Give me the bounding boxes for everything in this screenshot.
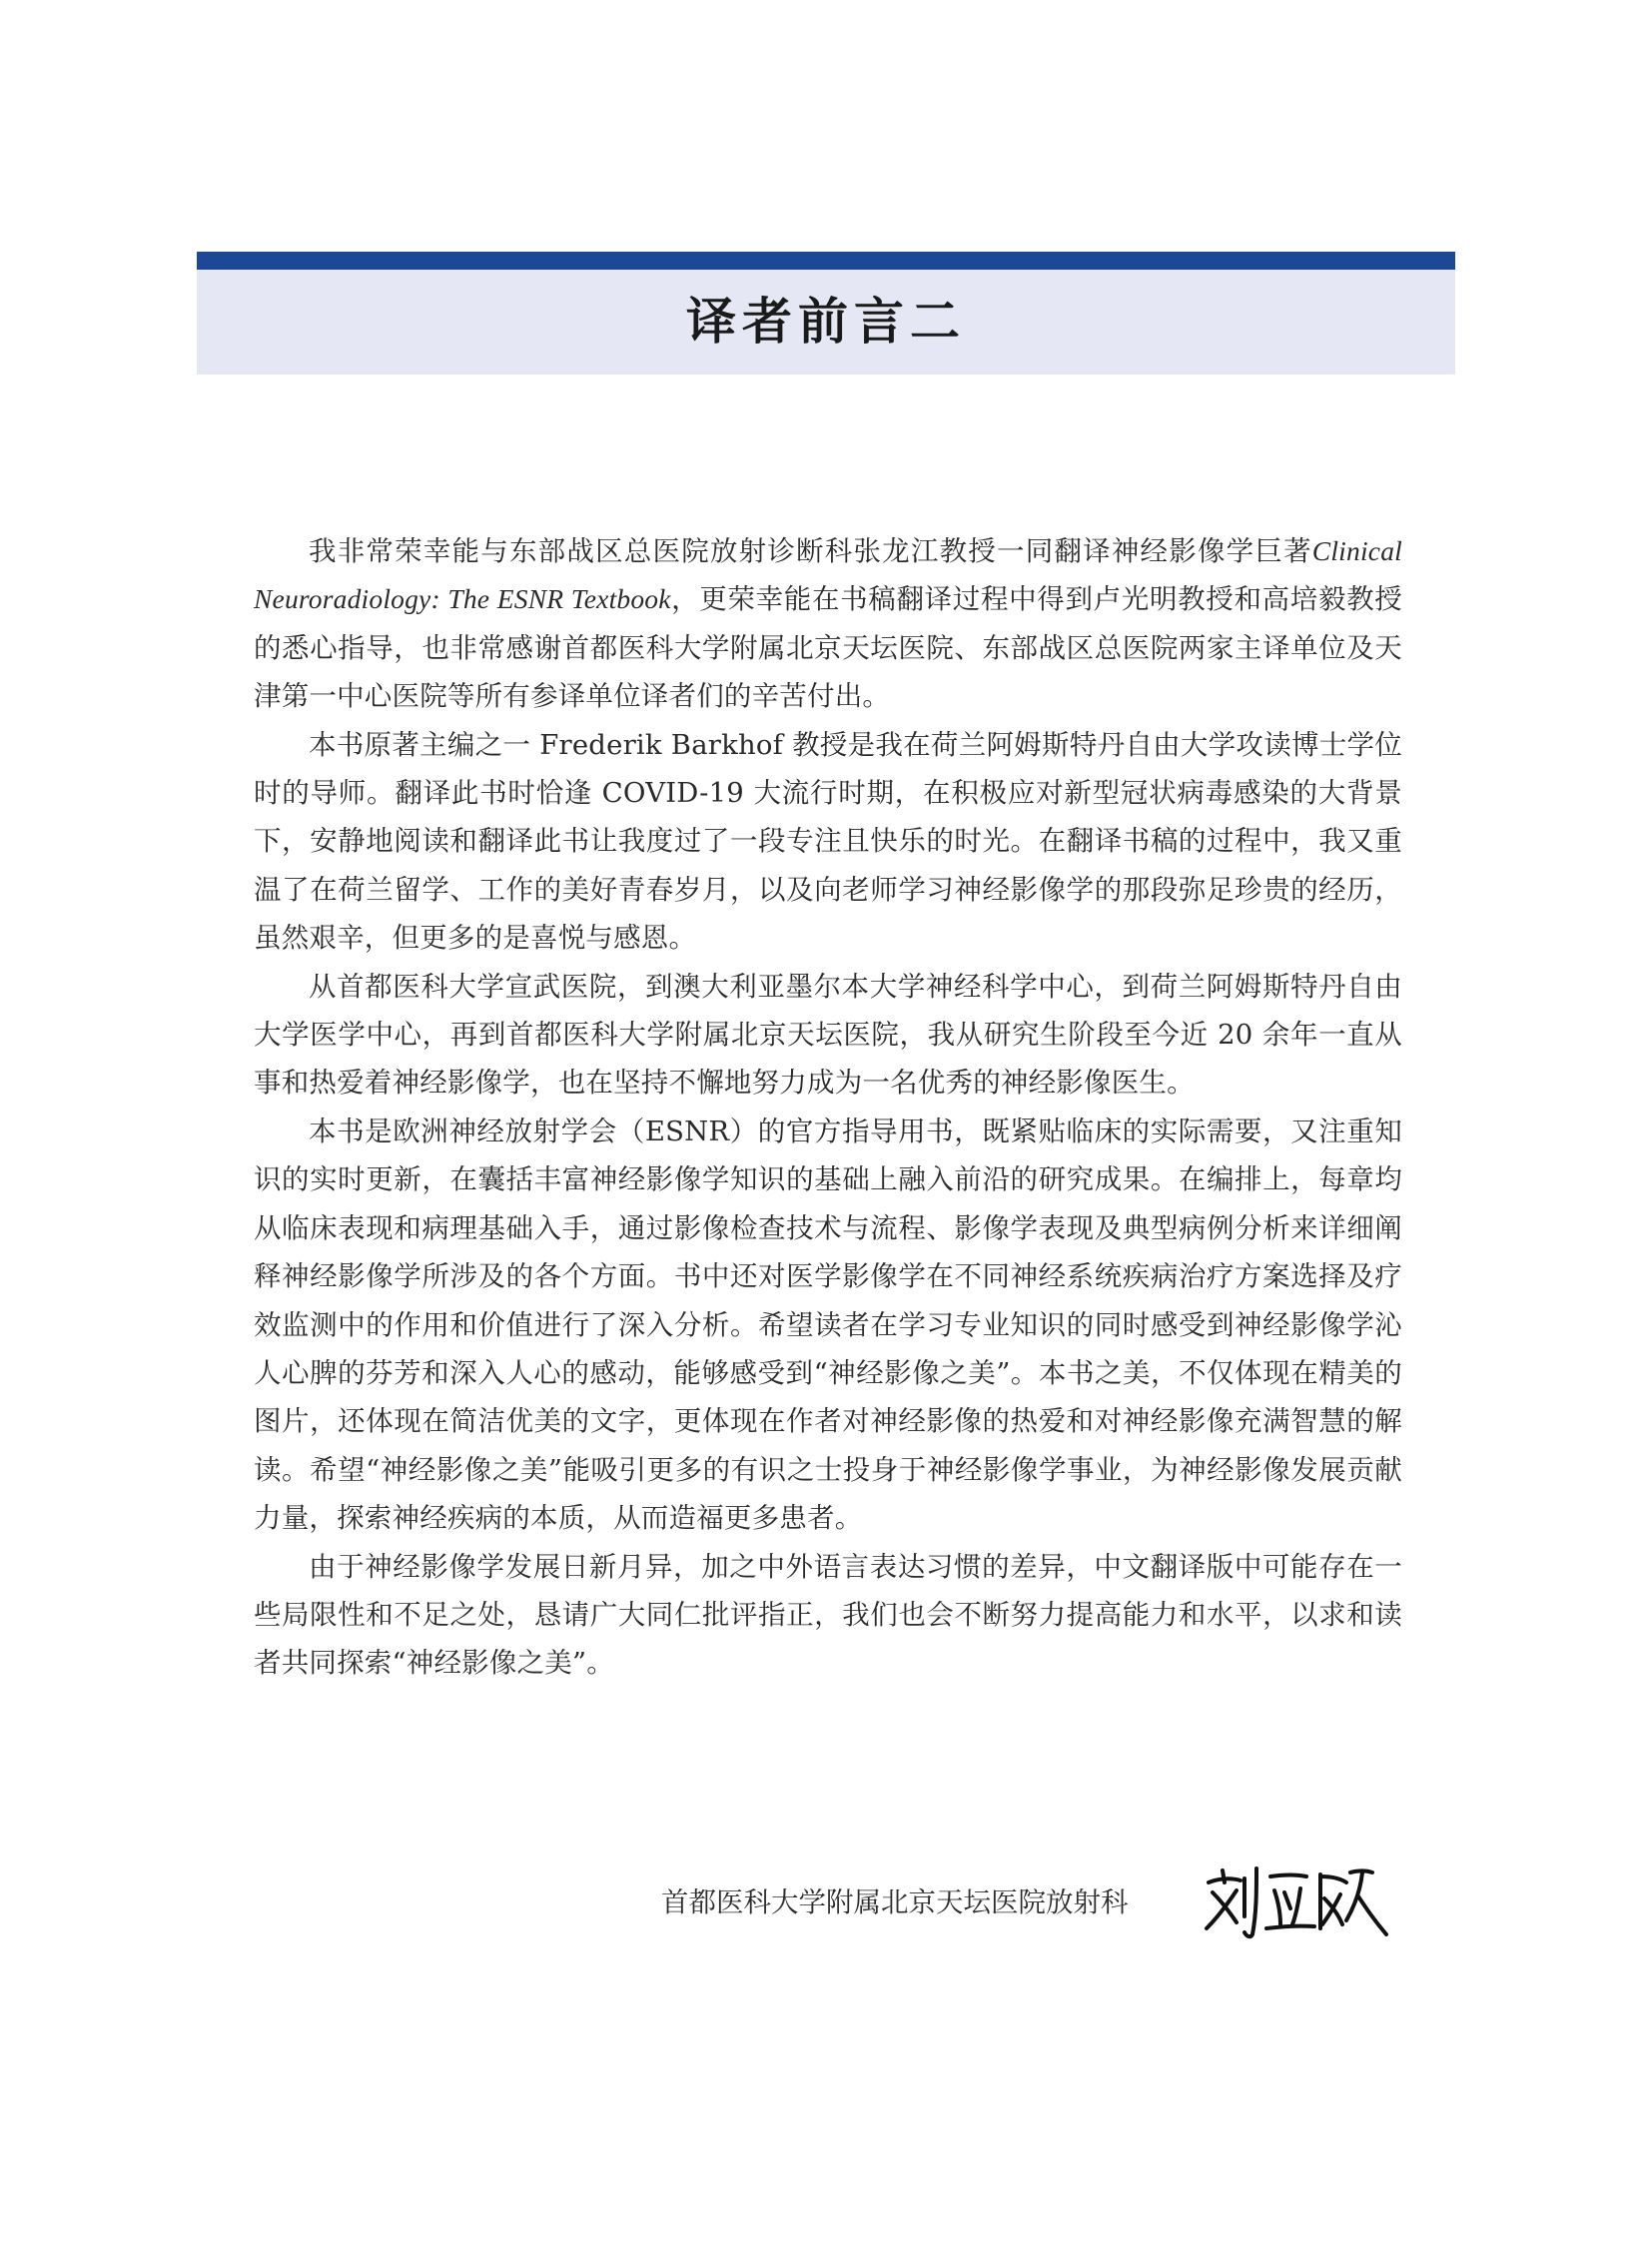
paragraph-5: 由于神经影像学发展日新月异，加之中外语言表达习惯的差异，中文翻译版中可能存在一些局限性和不足之处，恳请广大同仁批评指正，我们也会不断努力提高能力和水平，以求和读者共同探索“神经影像之美”。 bbox=[254, 1550, 1402, 1680]
signature-line bbox=[661, 1863, 1400, 1952]
preface-body bbox=[254, 527, 1402, 1688]
chapter-title-block bbox=[197, 252, 1455, 374]
paragraph-1 bbox=[254, 527, 1402, 721]
translator-affiliation: 首都医科大学附属北京天坛医院放射科 bbox=[661, 1886, 1129, 1918]
paragraph-3: 从首都医科大学宣武医院，到澳大利亚墨尔本大学神经科学中心，到荷兰阿姆斯特丹自由大学医学中心，再到首都医科大学附属北京天坛医院，我从研究生阶段至今近 20 余年一直从事和热爱着神经影像学，也在坚持不懈地努力成为一名优秀的神经影像医生。 bbox=[254, 970, 1402, 1100]
page-title: 译者前言二 bbox=[686, 293, 966, 351]
paragraph-1-text-start: 我非常荣幸能与东部战区总医院放射诊断科张龙江教授一同翻译神经影像学巨著 bbox=[309, 535, 1312, 567]
paragraph-4: 本书是欧洲神经放射学会（ESNR）的官方指导用书，既紧贴临床的实际需要，又注重知识的实时更新，在囊括丰富神经影像学知识的基础上融入前沿的研究成果。在编排上，每章均从临床表现和病理基础入手，通过影像检查技术与流程、影像学表现及典型病例分析来详细阐释神经影像学所涉及的各个方面。书中还对医学影像学在不同神经系统疾病治疗方案选择及疗效监测中的作用和价值进行了深入分析。希望读者在学习专业知识的同时感受到神经影像学沁人心脾的芬芳和深入人心的感动，能够感受到“神经影像之美”。本书之美，不仅体现在精美的图片，还体现在简洁优美的文字，更体现在作者对神经影像的热爱和对神经影像充满智慧的解读。希望“神经影像之美”能吸引更多的有识之士投身于神经影像学事业，为神经影像发展贡献力量，探索神经疾病的本质，从而造福更多患者。 bbox=[254, 1115, 1402, 1535]
handwritten-signature bbox=[1201, 1863, 1390, 1942]
paragraph-1-text-end: ，更荣幸能在书稿翻译过程中得到卢光明教授和高培毅教授的悉心指导，也非常感谢首都医科大学附属北京天坛医院、东部战区总医院两家主译单位及天津第一中心医院等所有参译单位译者们的辛苦付出。 bbox=[254, 583, 1402, 713]
paragraph-2: 本书原著主编之一 Frederik Barkhof 教授是我在荷兰阿姆斯特丹自由大学攻读博士学位时的导师。翻译此书时恰逢 COVID-19 大流行时期，在积极应对新型冠状病毒感染的大背景下，安静地阅读和翻译此书让我度过了一段专注且快乐的时光。在翻译书稿的过程中，我又重温了在荷兰留学、工作的美好青春岁月，以及向老师学习神经影像学的那段弥足珍贵的经历，虽然艰辛，但更多的是喜悦与感恩。 bbox=[254, 728, 1402, 955]
title-accent-bar bbox=[197, 252, 1455, 270]
book-title-italic: Clinical Neuroradiology: The ESNR Textbook bbox=[254, 535, 1402, 615]
